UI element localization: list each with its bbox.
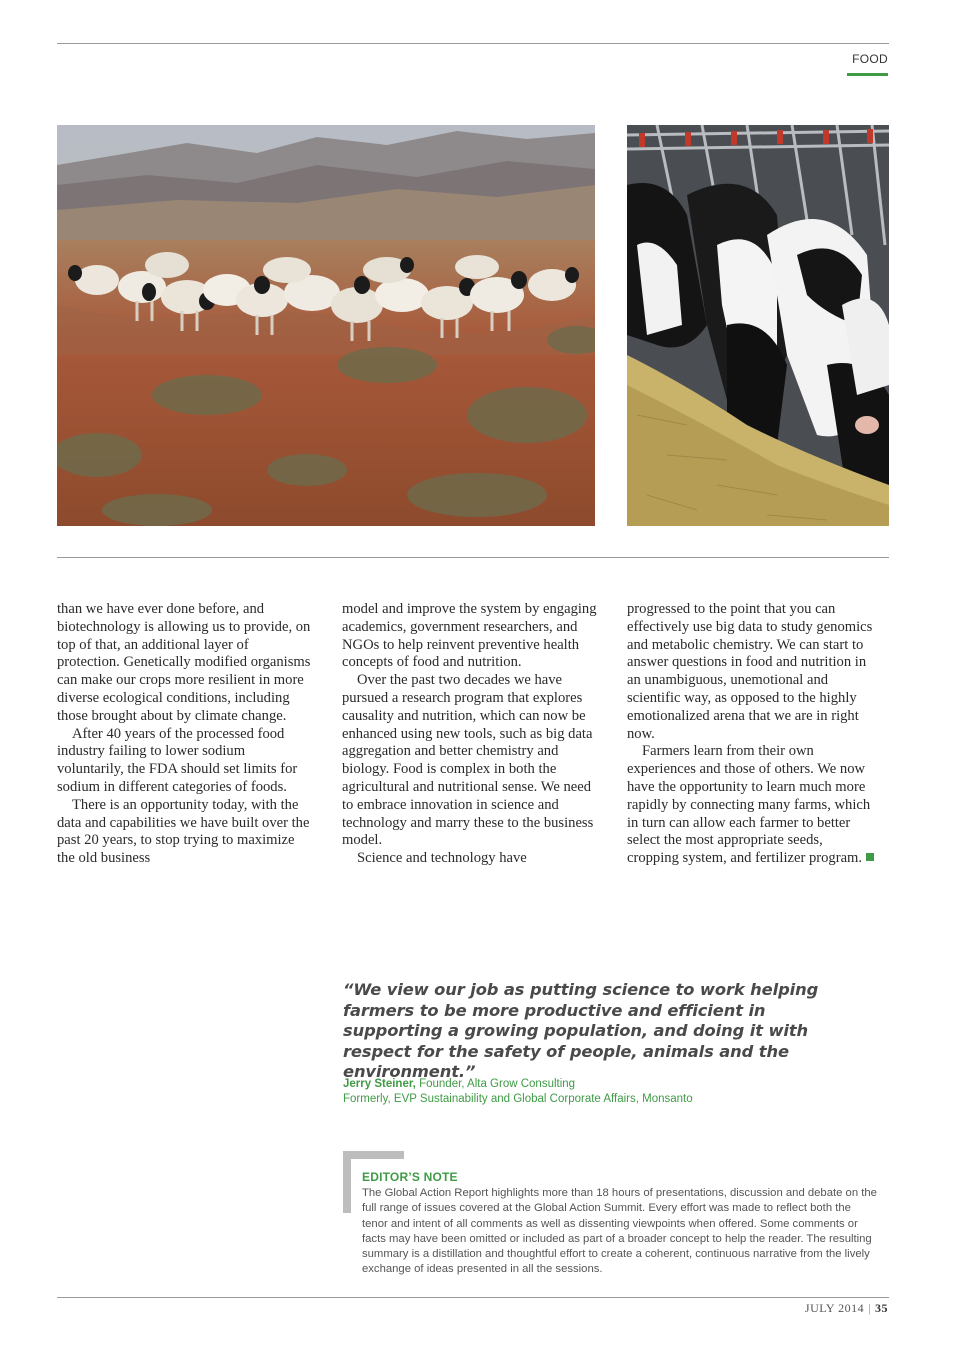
- editors-note-text: The Global Action Report highlights more than 18 hours of presentations, discussion and debate on the full range of issues covered at the Global Action Summit. Every effort was made to reflect both the tenor and intent of all comments as well as dissenting viewpoints when offered. Some comments or facts may have been omitted or included as part of a broader concept to help the reader. The resulting summary is a distillation and thoughtful effort to create a coherent, continuous narrative from the lively exchange of ideas presented in all the sessions.: [362, 1187, 877, 1276]
- paragraph-text: Farmers learn from their own experiences and those of others. We now have the opportunity to learn much more rapidly by connecting many farms, which in turn can allow each farmer to better select the most appropriate seeds, cropping system, and fertilizer program.: [627, 743, 871, 867]
- paragraph: progressed to the point that you can effectively use big data to study genomics and metabolic chemistry. We can start to answer questions in food and nutrition in an unambiguous, unemotional and scientific way, as opposed to the highly emotionalized arena that we are in right now.: [627, 601, 873, 742]
- attribution-former-role: Formerly, EVP Sustainability and Global Corporate Affairs, Monsanto: [343, 1093, 693, 1105]
- top-rule: [57, 43, 889, 44]
- page-footer: [805, 1301, 888, 1316]
- cows-photo: [627, 125, 889, 526]
- paragraph: Over the past two decades we have pursued a research program that explores causality and nutrition, which can now be enhanced using new tools, such as big data aggregation and better chemistry and biology. Food is complex in both the agricultural and nutritional sense. We need to embrace innovation in science and technology and marry these to the business model.: [342, 672, 594, 849]
- issue-date: JULY 2014: [804, 1301, 865, 1315]
- attribution-title: Founder, Alta Grow Consulting: [415, 1078, 576, 1090]
- paragraph: After 40 years of the processed food industry failing to lower sodium voluntarily, the FDA should set limits for sodium in different categories of foods.: [57, 725, 298, 795]
- paragraph: than we have ever done before, and biotechnology is allowing us to provide, on top of that, an additional layer of protection. Genetically modified organisms can make our crops more resilient in more diverse ecological conditions, including those brought about by climate change.: [57, 601, 311, 724]
- section-label: FOOD: [852, 52, 888, 66]
- section-underline: [847, 73, 888, 76]
- article-column-2: [342, 601, 598, 868]
- paragraph-last: [627, 743, 877, 868]
- editors-note-title: EDITOR’S NOTE: [362, 1170, 458, 1184]
- paragraph: There is an opportunity today, with the data and capabilities we have built over the past 20 years, to stop trying to maximize the old business: [57, 796, 310, 867]
- photo-divider-rule: [57, 557, 889, 558]
- sheep-photo: [57, 125, 595, 526]
- pull-quote: “We view our job as putting science to work helping farmers to be more productive and efficient in supporting a growing population, and doing it with respect for the safety of people, animals and the environment.”: [343, 980, 819, 1081]
- paragraph: model and improve the system by engaging academics, government researchers, and NGOs to help reinvent preventive health concepts of food and nutrition.: [342, 601, 597, 671]
- end-of-article-icon: [866, 853, 874, 861]
- cows-illustration: [627, 125, 889, 526]
- paragraph: Science and technology have: [357, 850, 527, 867]
- footer-rule: [57, 1297, 889, 1298]
- sheep-illustration: [57, 125, 595, 526]
- note-bracket-top: [343, 1151, 404, 1159]
- attribution-name: Jerry Steiner,: [343, 1078, 416, 1090]
- article-column-1: [57, 601, 313, 868]
- footer-separator: |: [868, 1301, 871, 1315]
- note-bracket: [343, 1151, 351, 1213]
- page-number: 35: [875, 1301, 888, 1315]
- article-column-3: [627, 601, 877, 868]
- quote-attribution: [343, 1077, 883, 1107]
